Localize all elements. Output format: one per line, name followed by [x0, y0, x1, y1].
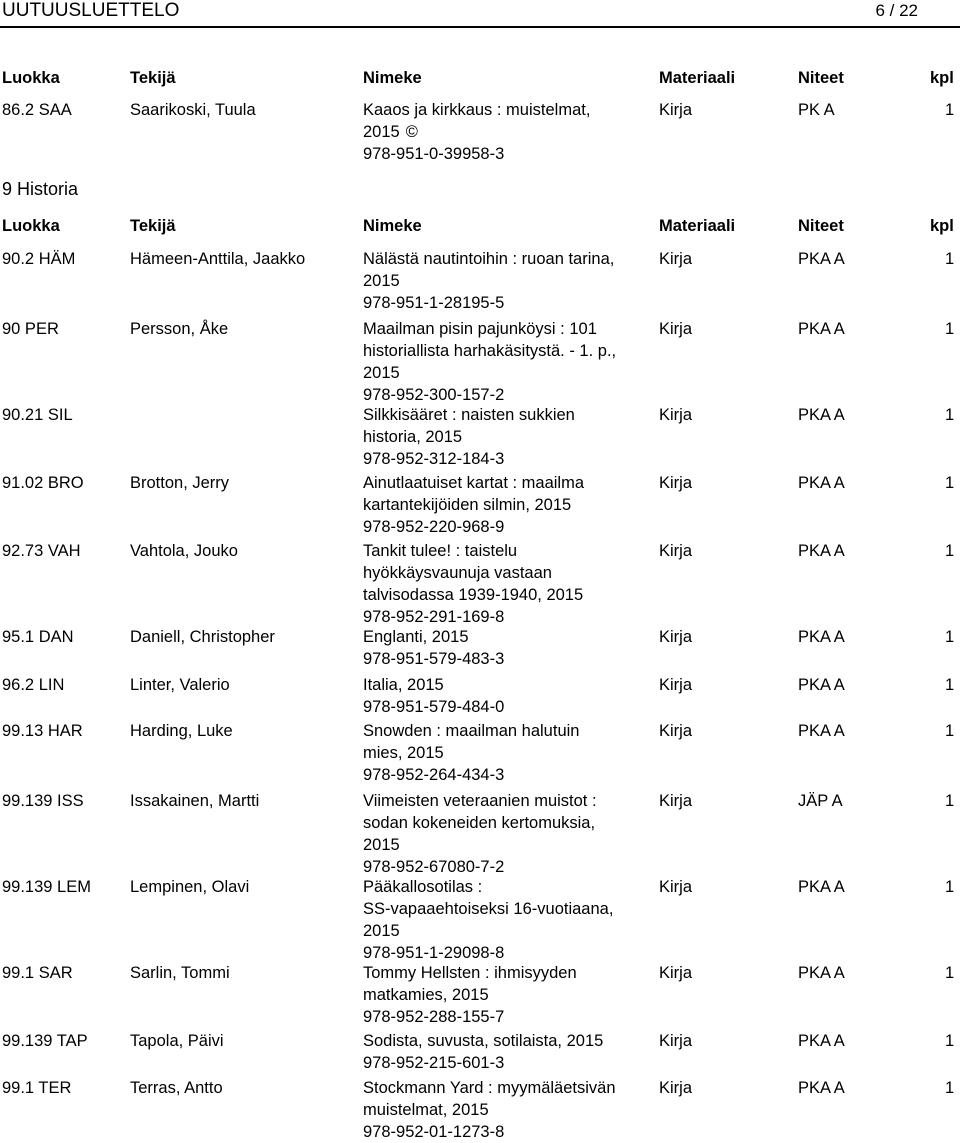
column-header-tekija: Tekijä — [130, 217, 176, 235]
cell-materiaali: Kirja — [659, 101, 693, 119]
cell-materiaali: Kirja — [659, 878, 693, 896]
nimeke-line: 978-952-300-157-2 — [363, 386, 505, 404]
nimeke-line: 978-952-291-169-8 — [363, 608, 505, 626]
cell-tekija: Tapola, Päivi — [130, 1032, 224, 1050]
cell-niteet: PKA A — [798, 474, 845, 492]
cell-materiaali: Kirja — [659, 406, 693, 424]
nimeke-line: Nälästä nautintoihin : ruoan tarina, — [363, 250, 615, 268]
cell-tekija: Terras, Antto — [130, 1079, 223, 1097]
cell-tekija: Sarlin, Tommi — [130, 964, 230, 982]
nimeke-line: 978-951-579-484-0 — [363, 698, 505, 716]
cell-nimeke — [363, 404, 653, 470]
nimeke-line: Tankit tulee! : taistelu — [363, 542, 518, 560]
nimeke-line: 2015 — [363, 272, 400, 290]
nimeke-line: 978-951-1-28195-5 — [363, 294, 505, 312]
cell-nimeke — [363, 790, 653, 878]
cell-niteet: PKA A — [798, 676, 845, 694]
cell-tekija: Hämeen-Anttila, Jaakko — [130, 250, 306, 268]
nimeke-line: Italia, 2015 — [363, 676, 444, 694]
cell-luokka: 99.13 HAR — [2, 722, 83, 740]
cell-tekija: Harding, Luke — [130, 722, 233, 740]
nimeke-line: historiallista harhakäsitystä. - 1. p., — [363, 342, 617, 360]
column-header-niteet: Niteet — [798, 69, 844, 87]
cell-materiaali: Kirja — [659, 1079, 693, 1097]
cell-kpl: 1 — [945, 250, 955, 268]
nimeke-line: 978-952-312-184-3 — [363, 450, 505, 468]
nimeke-line: hyökkäysvaunuja vastaan — [363, 564, 552, 582]
cell-kpl: 1 — [945, 320, 955, 338]
cell-nimeke — [363, 248, 653, 314]
nimeke-line: Snowden : maailman halutuin — [363, 722, 580, 740]
nimeke-line: 2015 — [363, 836, 400, 854]
nimeke-line: historia, 2015 — [363, 428, 463, 446]
column-header-materiaali: Materiaali — [659, 217, 736, 235]
nimeke-line: 978-951-1-29098-8 — [363, 944, 505, 962]
column-header-luokka: Luokka — [2, 217, 60, 235]
column-header-nimeke: Nimeke — [363, 217, 422, 235]
cell-kpl: 1 — [945, 406, 955, 424]
nimeke-line: SS-vapaaehtoiseksi 16-vuotiaana, — [363, 900, 614, 918]
cell-niteet: PKA A — [798, 542, 845, 560]
column-header-luokka: Luokka — [2, 69, 60, 87]
cell-materiaali: Kirja — [659, 1032, 693, 1050]
cell-materiaali: Kirja — [659, 676, 693, 694]
nimeke-line: Viimeisten veteraanien muistot : — [363, 792, 597, 810]
cell-nimeke — [363, 674, 653, 718]
cell-nimeke — [363, 318, 653, 406]
cell-luokka: 99.139 LEM — [2, 878, 91, 896]
cell-tekija: Issakainen, Martti — [130, 792, 260, 810]
cell-materiaali: Kirja — [659, 250, 693, 268]
cell-luokka: 99.1 TER — [2, 1079, 72, 1097]
nimeke-line: mies, 2015 — [363, 744, 444, 762]
cell-nimeke — [363, 1077, 653, 1143]
cell-nimeke — [363, 1030, 653, 1074]
cell-niteet: PKA A — [798, 722, 845, 740]
nimeke-line: matkamies, 2015 — [363, 986, 489, 1004]
cell-luokka: 99.139 TAP — [2, 1032, 88, 1050]
cell-materiaali: Kirja — [659, 722, 693, 740]
cell-nimeke — [363, 962, 653, 1028]
column-header-materiaali: Materiaali — [659, 69, 736, 87]
cell-luokka: 92.73 VAH — [2, 542, 81, 560]
cell-nimeke — [363, 876, 653, 964]
cell-kpl: 1 — [945, 101, 955, 119]
nimeke-line: Sodista, suvusta, sotilaista, 2015 — [363, 1032, 604, 1050]
cell-tekija: Vahtola, Jouko — [130, 542, 238, 560]
column-header-kpl: kpl — [930, 217, 954, 235]
nimeke-line: sodan kokeneiden kertomuksia, — [363, 814, 596, 832]
page-title: UUTUUSLUETTELO — [2, 0, 180, 21]
cell-niteet: PKA A — [798, 406, 845, 424]
cell-materiaali: Kirja — [659, 792, 693, 810]
cell-kpl: 1 — [945, 964, 955, 982]
page-header — [0, 0, 960, 22]
cell-nimeke — [363, 99, 653, 165]
cell-materiaali: Kirja — [659, 474, 693, 492]
cell-materiaali: Kirja — [659, 964, 693, 982]
nimeke-line: Maailman pisin pajunköysi : 101 — [363, 320, 597, 338]
cell-tekija: Brotton, Jerry — [130, 474, 230, 492]
cell-luokka: 90.21 SIL — [2, 406, 73, 424]
cell-luokka: 86.2 SAA — [2, 101, 72, 119]
cell-luokka: 96.2 LIN — [2, 676, 65, 694]
cell-nimeke — [363, 720, 653, 786]
cell-kpl: 1 — [945, 628, 955, 646]
cell-materiaali: Kirja — [659, 542, 693, 560]
cell-luokka: 91.02 BRO — [2, 474, 84, 492]
cell-nimeke — [363, 472, 653, 538]
nimeke-line: Stockmann Yard : myymäläetsivän — [363, 1079, 616, 1097]
nimeke-line: 2015 — [363, 364, 400, 382]
cell-nimeke — [363, 540, 653, 628]
cell-kpl: 1 — [945, 1032, 955, 1050]
nimeke-line: Ainutlaatuiset kartat : maailma — [363, 474, 585, 492]
cell-kpl: 1 — [945, 474, 955, 492]
nimeke-line: Pääkallosotilas : — [363, 878, 483, 896]
cell-tekija: Daniell, Christopher — [130, 628, 275, 646]
cell-niteet: JÄP A — [798, 792, 843, 810]
nimeke-line: 978-951-0-39958-3 — [363, 145, 505, 163]
cell-niteet: PKA A — [798, 1079, 845, 1097]
nimeke-line: 978-952-264-434-3 — [363, 766, 505, 784]
cell-tekija: Lempinen, Olavi — [130, 878, 250, 896]
cell-luokka: 99.1 SAR — [2, 964, 73, 982]
nimeke-line: Kaaos ja kirkkaus : muistelmat, — [363, 101, 591, 119]
cell-niteet: PKA A — [798, 964, 845, 982]
page-number: 6 / 22 — [875, 1, 918, 20]
cell-luokka: 99.139 ISS — [2, 792, 84, 810]
nimeke-line: Tommy Hellsten : ihmisyyden — [363, 964, 577, 982]
column-header-tekija: Tekijä — [130, 69, 176, 87]
copyright-icon: © — [405, 123, 418, 141]
cell-kpl: 1 — [945, 722, 955, 740]
section-title: 9 Historia — [2, 179, 79, 199]
cell-materiaali: Kirja — [659, 628, 693, 646]
cell-luokka: 90 PER — [2, 320, 59, 338]
nimeke-line: 978-952-67080-7-2 — [363, 858, 505, 876]
nimeke-line: 978-951-579-483-3 — [363, 650, 505, 668]
cell-niteet: PKA A — [798, 878, 845, 896]
column-header-niteet: Niteet — [798, 217, 844, 235]
nimeke-line: 978-952-220-968-9 — [363, 518, 505, 536]
cell-kpl: 1 — [945, 878, 955, 896]
cell-niteet: PKA A — [798, 1032, 845, 1050]
cell-tekija: Persson, Åke — [130, 320, 229, 338]
nimeke-line: talvisodassa 1939-1940, 2015 — [363, 586, 584, 604]
cell-niteet: PKA A — [798, 250, 845, 268]
nimeke-line: Englanti, 2015 — [363, 628, 469, 646]
cell-tekija: Saarikoski, Tuula — [130, 101, 256, 119]
cell-nimeke — [363, 626, 653, 670]
nimeke-line: 978-952-01-1273-8 — [363, 1123, 505, 1141]
header-rule — [0, 26, 960, 28]
column-header-nimeke: Nimeke — [363, 69, 422, 87]
cell-kpl: 1 — [945, 792, 955, 810]
cell-kpl: 1 — [945, 676, 955, 694]
cell-luokka: 90.2 HÄM — [2, 250, 76, 268]
nimeke-line: muistelmat, 2015 — [363, 1101, 489, 1119]
nimeke-line: kartantekijöiden silmin, 2015 — [363, 496, 572, 514]
cell-kpl: 1 — [945, 1079, 955, 1097]
cell-niteet: PKA A — [798, 320, 845, 338]
nimeke-line — [363, 121, 653, 143]
cell-kpl: 1 — [945, 542, 955, 560]
nimeke-year: 2015 — [363, 123, 400, 141]
nimeke-line: 978-952-288-155-7 — [363, 1008, 505, 1026]
cell-niteet: PK A — [798, 101, 835, 119]
nimeke-line: 2015 — [363, 922, 400, 940]
nimeke-line: 978-952-215-601-3 — [363, 1054, 505, 1072]
cell-materiaali: Kirja — [659, 320, 693, 338]
cell-niteet: PKA A — [798, 628, 845, 646]
nimeke-line: Silkkisääret : naisten sukkien — [363, 406, 575, 424]
cell-tekija: Linter, Valerio — [130, 676, 230, 694]
cell-luokka: 95.1 DAN — [2, 628, 74, 646]
column-header-kpl: kpl — [930, 69, 954, 87]
